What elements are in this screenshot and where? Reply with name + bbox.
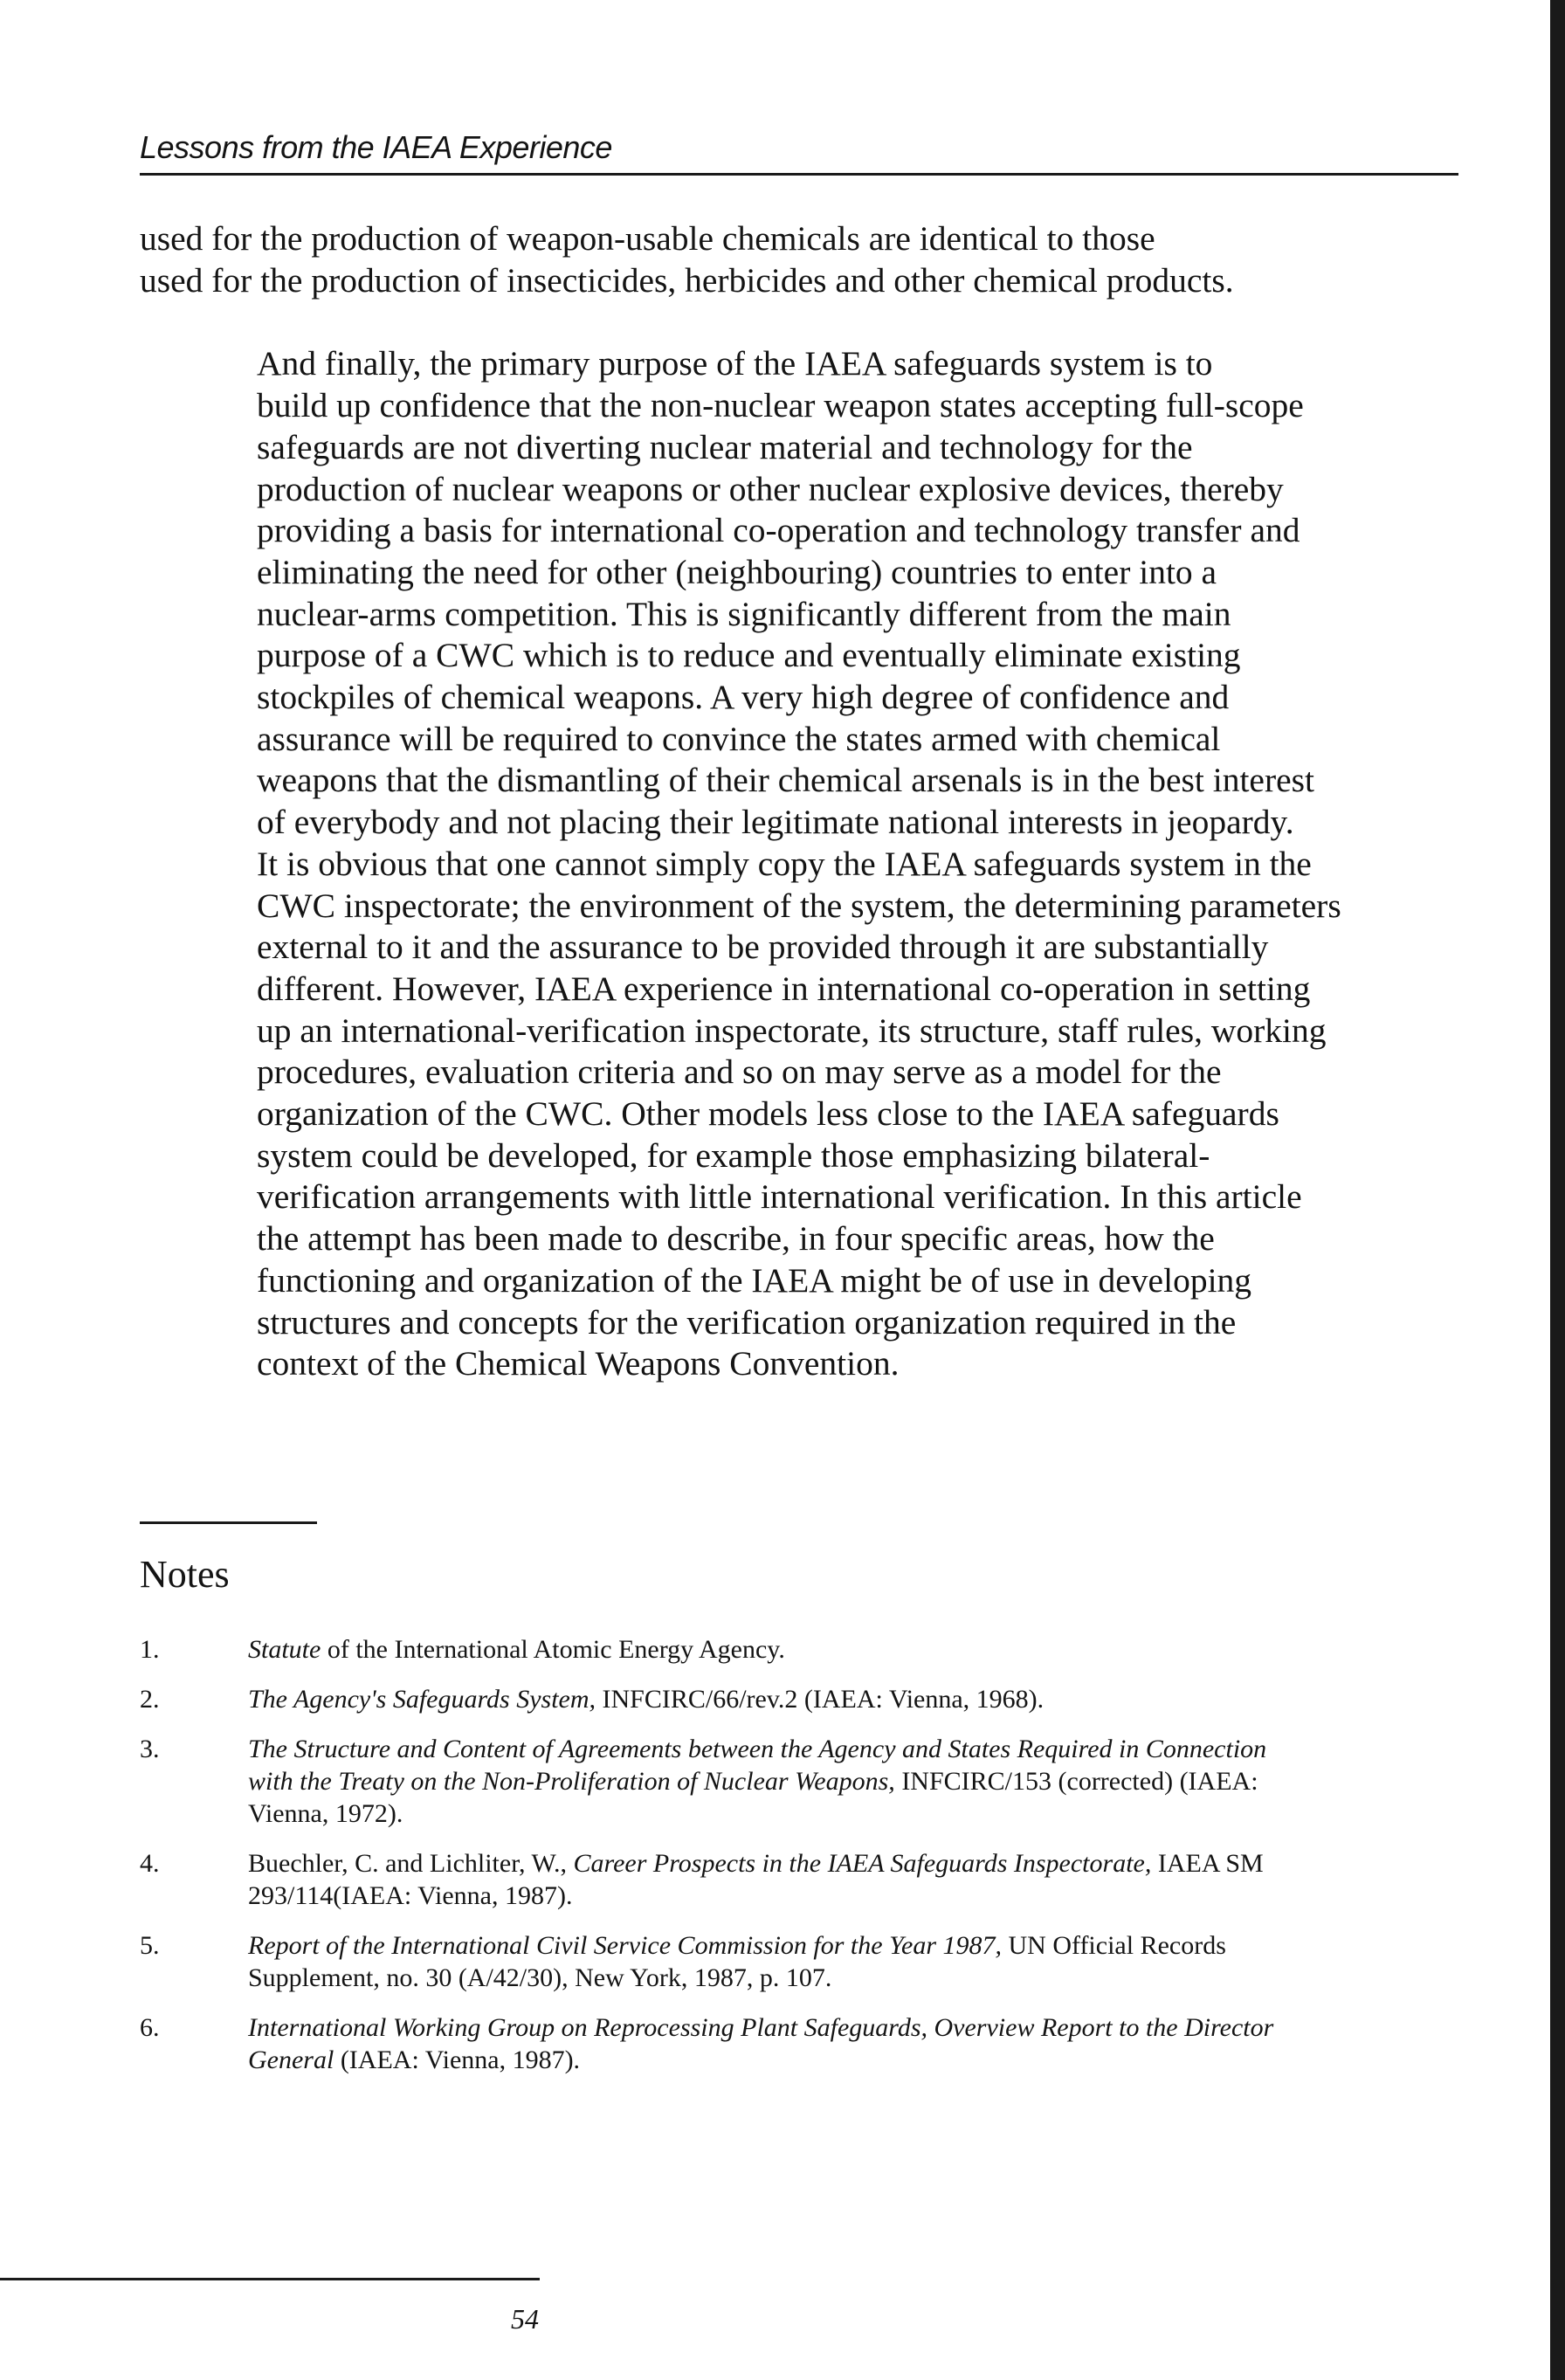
text-line: nuclear-arms competition. This is significantly different from the main: [257, 594, 1231, 633]
note-title: The Structure and Content of Agreements between the Agency and States Required in Connection: [248, 1735, 1267, 1763]
note-title: Career Prospects in the IAEA Safeguards Inspectorate,: [573, 1849, 1152, 1878]
note-item: [140, 2011, 1467, 2076]
scan-edge-border: [1550, 0, 1565, 2380]
text-line: eliminating the need for other (neighbouring) countries to enter into a: [257, 552, 1217, 591]
note-number: 1.: [140, 1635, 160, 1664]
notes-heading: Notes: [140, 1553, 230, 1596]
text-line: up an international-verification inspectorate, its structure, staff rules, working: [257, 1011, 1327, 1050]
text-line: system could be developed, for example those emphasizing bilateral-: [257, 1135, 1210, 1175]
notes-list: [140, 1633, 1467, 2094]
text-line: different. However, IAEA experience in international co-operation in setting: [257, 969, 1311, 1008]
note-title: Statute: [248, 1635, 321, 1664]
text-line: organization of the CWC. Other models less close to the IAEA safeguards: [257, 1094, 1279, 1134]
text-line: CWC inspectorate; the environment of the system, the determining parameters: [257, 886, 1341, 925]
note-title: International Working Group on Reprocessing Plant Safeguards, Overview Report to the Director: [248, 2013, 1274, 2042]
note-number: 2.: [140, 1685, 160, 1714]
paragraph-1: [140, 218, 1485, 301]
text-line: context of the Chemical Weapons Convention.: [257, 1344, 900, 1383]
footer-rule: [0, 2278, 540, 2280]
note-text: 293/114(IAEA: Vienna, 1987).: [248, 1881, 573, 1910]
note-number: 5.: [140, 1931, 160, 1960]
text-line: functioning and organization of the IAEA might be of use in developing: [257, 1260, 1252, 1300]
note-text: Buechler, C. and Lichliter, W.,: [248, 1849, 574, 1878]
note-text: UN Official Records: [1002, 1931, 1226, 1960]
note-text: INFCIRC/66/rev.2 (IAEA: Vienna, 1968).: [596, 1685, 1044, 1714]
note-text: IAEA SM: [1151, 1849, 1264, 1878]
text-line: the attempt has been made to describe, in four specific areas, how the: [257, 1219, 1215, 1259]
text-line: providing a basis for international co-operation and technology transfer and: [257, 511, 1300, 550]
note-item: [140, 1847, 1467, 1912]
note-number: 4.: [140, 1849, 160, 1878]
note-title: General: [248, 2045, 334, 2074]
note-text: Vienna, 1972).: [248, 1799, 403, 1828]
running-header: Lessons from the IAEA Experience: [140, 129, 612, 165]
text-line: stockpiles of chemical weapons. A very high degree of confidence and: [257, 678, 1230, 717]
note-text: INFCIRC/153 (corrected) (IAEA:: [894, 1767, 1258, 1796]
note-title: with the Treaty on the Non-Proliferation of Nuclear Weapons,: [248, 1767, 895, 1796]
note-title: The Agency's Safeguards System,: [248, 1685, 596, 1714]
body-text: [140, 218, 1485, 1385]
text-line: procedures, evaluation criteria and so on may serve as a model for the: [257, 1052, 1222, 1092]
page-number: 54: [511, 2303, 539, 2335]
note-text: of the International Atomic Energy Agency.: [321, 1635, 785, 1664]
note-text: (IAEA: Vienna, 1987).: [334, 2045, 581, 2074]
notes-rule: [140, 1521, 317, 1524]
note-title: Report of the International Civil Service Commission for the Year 1987,: [248, 1931, 1002, 1960]
header-rule: [140, 173, 1458, 176]
note-number: 6.: [140, 2013, 160, 2042]
text-line: used for the production of weapon-usable chemicals are identical to those: [140, 219, 1155, 258]
note-number: 3.: [140, 1735, 160, 1763]
text-line: safeguards are not diverting nuclear material and technology for the: [257, 427, 1193, 466]
text-line: production of nuclear weapons or other nuclear explosive devices, thereby: [257, 469, 1284, 508]
note-item: [140, 1929, 1467, 1994]
text-line: It is obvious that one cannot simply copy the IAEA safeguards system in the: [257, 844, 1312, 883]
text-line: structures and concepts for the verification organization required in the: [257, 1302, 1237, 1342]
text-line: And finally, the primary purpose of the IAEA safeguards system is to: [257, 344, 1213, 383]
text-line: of everybody and not placing their legitimate national interests in jeopardy.: [257, 803, 1294, 842]
text-line: verification arrangements with little international verification. In this article: [257, 1177, 1302, 1217]
text-line: external to it and the assurance to be provided through it are substantially: [257, 928, 1269, 967]
paragraph-2: [140, 343, 1485, 1385]
note-item: [140, 1733, 1467, 1830]
text-line: used for the production of insecticides, herbicides and other chemical products.: [140, 260, 1234, 300]
note-text: Supplement, no. 30 (A/42/30), New York, 1987, p. 107.: [248, 1963, 832, 1992]
note-item: [140, 1633, 1467, 1666]
text-line: assurance will be required to convince the states armed with chemical: [257, 719, 1221, 758]
text-line: purpose of a CWC which is to reduce and eventually eliminate existing: [257, 636, 1241, 675]
text-line: build up confidence that the non-nuclear weapon states accepting full-scope: [257, 386, 1304, 425]
note-item: [140, 1683, 1467, 1715]
text-line: weapons that the dismantling of their chemical arsenals is in the best interest: [257, 761, 1314, 800]
